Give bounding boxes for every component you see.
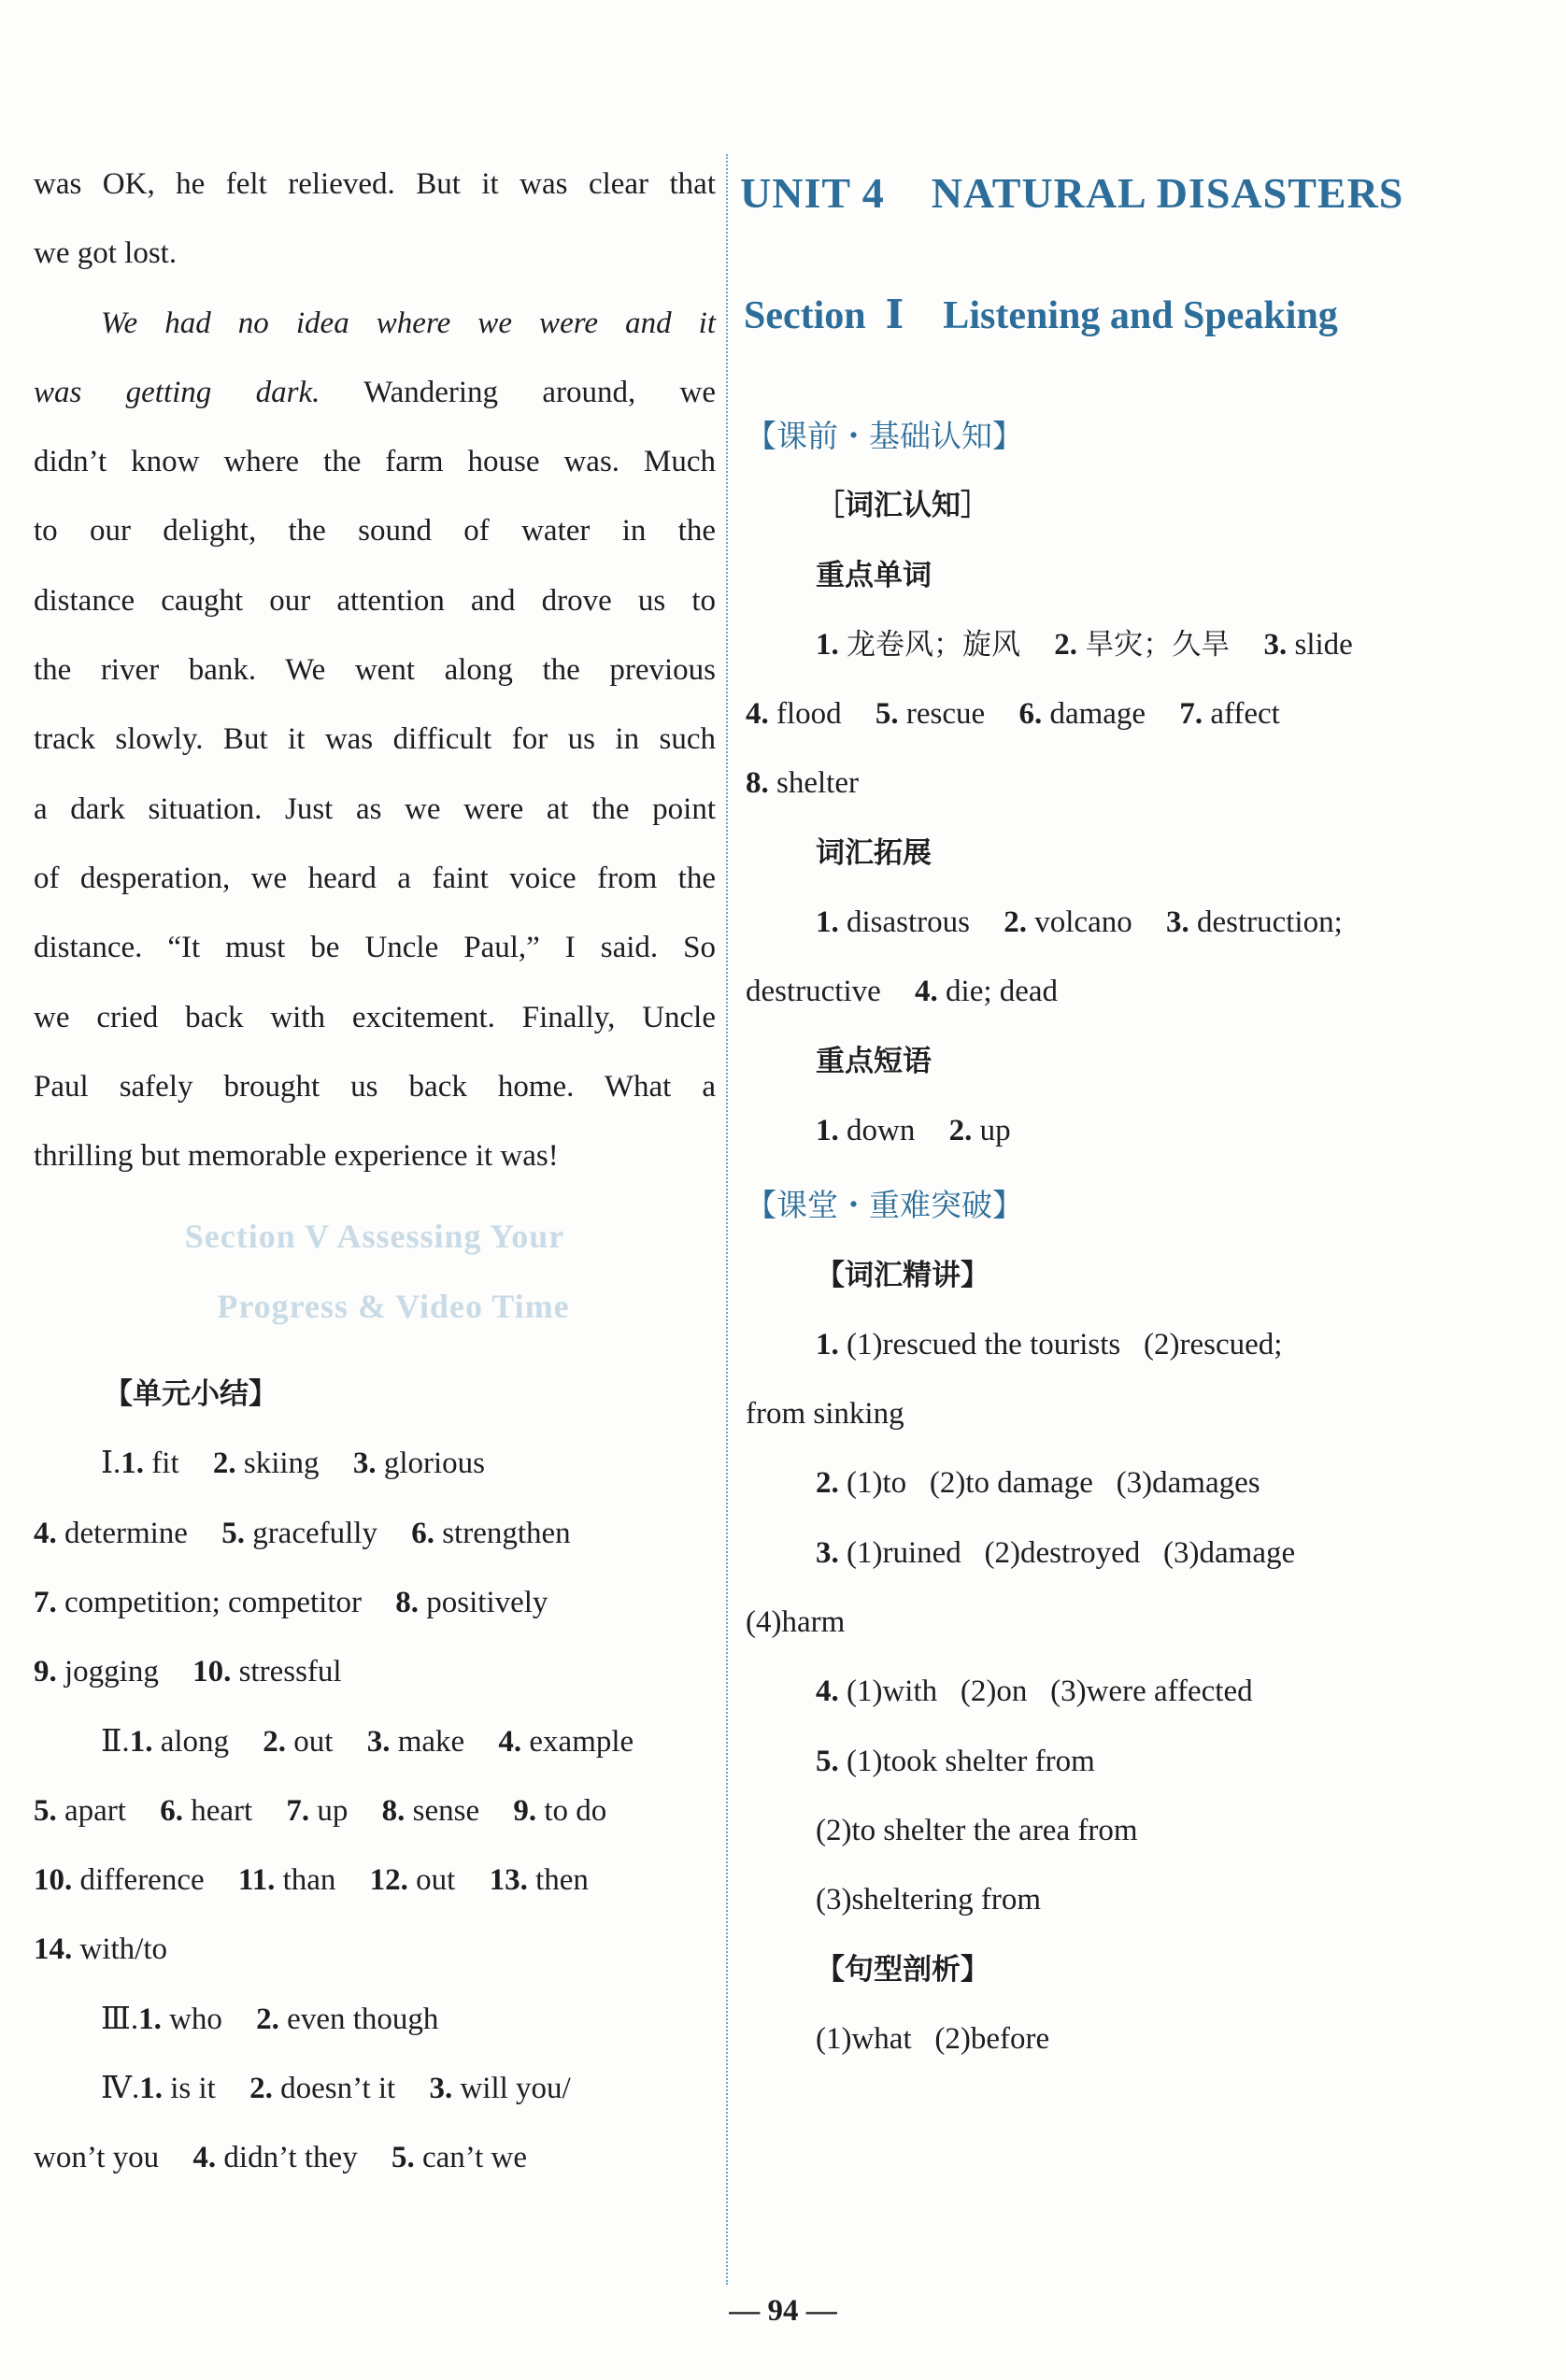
story-line: Paul safely brought us back home. What a [34, 1069, 716, 1104]
left-column [34, 150, 716, 2193]
story-line: we got lost. [34, 236, 178, 271]
answer-line: Ⅱ.1. along 2. out 3. make 4. example [101, 1724, 634, 1759]
part-label: Ⅱ. [101, 1724, 130, 1759]
story-line: a dark situation. Just as we were at the point [34, 791, 716, 826]
category-heading: 【课堂・重难突破】 [746, 1187, 1023, 1224]
answer-line: 8. shelter [746, 766, 859, 801]
answer-line: Ⅳ.1. is it 2. doesn’t it 3. will you/ [101, 2072, 571, 2106]
answer-line: 3. (1)ruined (2)destroyed (3)damage [816, 1535, 1296, 1570]
answer-line: (3)sheltering from [816, 1883, 1042, 1917]
answer-line: 1. down 2. up [816, 1113, 1011, 1147]
answer-line: Ⅲ.1. who 2. even though [101, 2002, 439, 2036]
answer-line: 1. 龙卷风；旋风 2. 旱灾；久旱 3. slide [816, 627, 1353, 662]
story-line: distance caught our attention and drove us to [34, 583, 716, 618]
story-line: to our delight, the sound of water in the [34, 514, 716, 549]
column-divider [726, 154, 728, 2285]
answer-line: 4. (1)with (2)on (3)were affected [816, 1675, 1253, 1709]
subheading: 【句型剖析】 [816, 1952, 989, 1987]
answer-line: 9. jogging 10. stressful [34, 1655, 342, 1689]
part-label: Ⅲ. [101, 2002, 139, 2036]
story-line: thrilling but memorable experience it was! [34, 1139, 559, 1174]
story-line: We had no idea where we were and it [101, 306, 716, 340]
story-italic: was getting dark. [34, 375, 320, 409]
story-text: Wandering around, we [363, 375, 717, 409]
subheading: 重点单词 [816, 558, 932, 592]
answer-line: 10. difference 11. than 12. out 13. then [34, 1863, 589, 1898]
story-line: track slowly. But it was difficult for us in such [34, 722, 716, 757]
section-title: Section Ⅰ Listening and Speaking [744, 294, 1338, 337]
answer-line: 4. flood 5. rescue 6. damage 7. affect [746, 697, 1280, 732]
answer-line: 14. with/to [34, 1932, 168, 1967]
page-number: — 94 — [729, 2294, 837, 2328]
answer-line: 5. apart 6. heart 7. up 8. sense 9. to do [34, 1793, 607, 1828]
answer-line: 1. disastrous 2. volcano 3. destruction; [816, 905, 1343, 940]
answer-line: won’t you 4. didn’t they 5. can’t we [34, 2141, 528, 2175]
faint-section-title: Progress & Video Time [217, 1287, 570, 1325]
subheading: 重点短语 [816, 1044, 932, 1078]
answer-line: 2. (1)to (2)to damage (3)damages [816, 1466, 1260, 1501]
faint-section-title: Section V Assessing Your [184, 1218, 565, 1256]
answer-line: 5. (1)took shelter from [816, 1744, 1095, 1778]
story-line: of desperation, we heard a faint voice from the [34, 861, 716, 895]
answer-line: (1)what (2)before [816, 2021, 1050, 2056]
right-column [746, 402, 1474, 2074]
answer-line: 7. competition; competitor 8. positively [34, 1585, 548, 1619]
story-line: the river bank. We went along the previous [34, 653, 716, 688]
category-heading: 【课前・基础认知】 [746, 418, 1023, 454]
answer-line: destructive 4. die; dead [746, 975, 1059, 1009]
answer-line: (4)harm [746, 1605, 846, 1640]
story-line: was OK, he felt relieved. But it was clear that [34, 167, 716, 201]
answer-line: Ⅰ.1. fit 2. skiing 3. glorious [101, 1447, 485, 1481]
unit-title: UNIT 4 NATURAL DISASTERS [740, 169, 1404, 217]
answer-line: 1. (1)rescued the tourists (2)rescued; [816, 1327, 1283, 1361]
subheading: 词汇拓展 [816, 835, 932, 870]
subheading: 【词汇精讲】 [816, 1258, 989, 1292]
subheading: ［词汇认知］ [816, 489, 989, 523]
answer-line: from sinking [746, 1397, 904, 1432]
summary-heading: 【单元小结】 [104, 1377, 278, 1412]
story-line: distance. “It must be Uncle Paul,” I said. So [34, 931, 716, 965]
story-line: didn’t know where the farm house was. Much [34, 445, 716, 479]
story-line [34, 358, 716, 427]
part-label: Ⅰ. [101, 1447, 121, 1481]
answer-line: 4. determine 5. gracefully 6. strengthen [34, 1516, 571, 1550]
story-line: we cried back with excitement. Finally, Uncle [34, 1000, 716, 1034]
part-label: Ⅳ. [101, 2072, 140, 2106]
answer-line: (2)to shelter the area from [816, 1813, 1138, 1847]
